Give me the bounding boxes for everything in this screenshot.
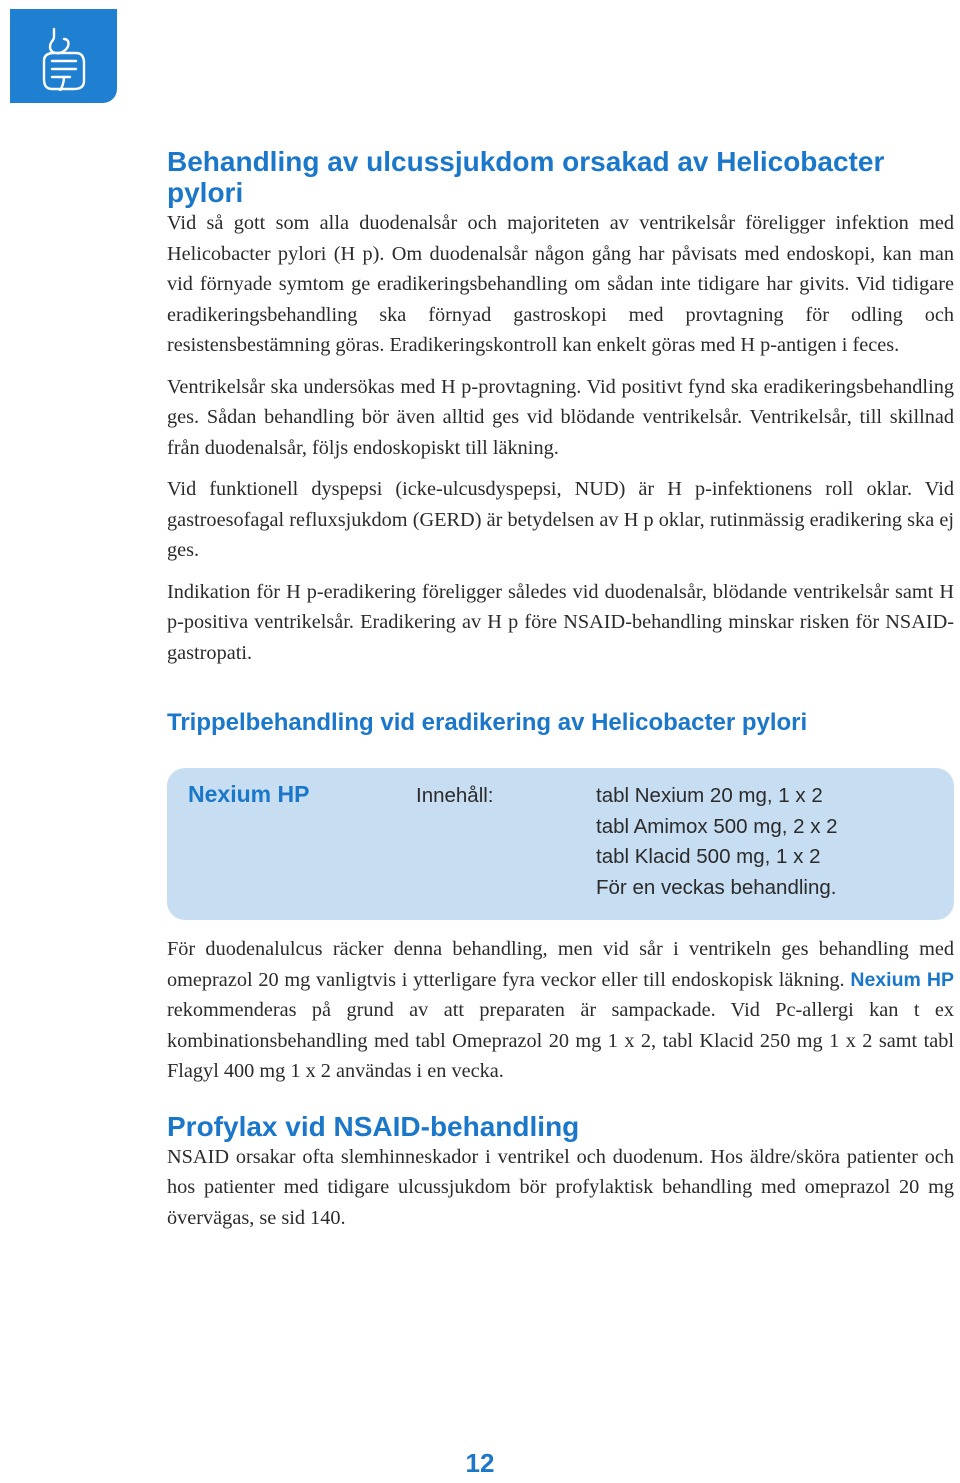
paragraph: [167, 934, 954, 1087]
section-title-ulcer: Behandling av ulcussjukdom orsakad av Helicobacter pylori: [167, 146, 885, 208]
paragraph: Indikation för H p-eradikering föreligger således vid duodenalsår, blödande ventrikelsår samt H p-positiva ventrikelsår. Eradikering av H p före NSAID-behandling minskar risken för NSAID-gastropati.: [167, 580, 954, 664]
product-highlight: Nexium HP: [850, 968, 954, 991]
list-item: tabl Amimox 500 mg, 2 x 2: [596, 814, 838, 838]
paragraph: NSAID orsakar ofta slemhinneskador i ventrikel och duodenum. Hos äldre/sköra patienter och hos patienter med tidigare ulcussjukdom bör profylaktisk behandling med omeprazol 20 mg övervägas, se sid 140.: [167, 1145, 954, 1229]
text-run: rekommenderas på grund av att preparaten är sampackade. Vid Pc-allergi kan t ex kombinationsbehandling med tabl Omeprazol 20 mg 1 x 2, tabl Klacid 250 mg 1 x 2 samt tabl Flagyl 400 mg 1 x 2 användas i en vecka.: [167, 999, 954, 1082]
text-run: För duodenalulcus räcker denna behandling, men vid sår i ventrikeln ges behandling med omeprazol 20 mg vanligtvis i ytterligare fyra veckor eller till endoskopisk läkning.: [167, 938, 954, 991]
list-item: För en veckas behandling.: [596, 875, 837, 899]
section-title-nsaid: Profylax vid NSAID-behandling: [167, 1110, 580, 1142]
page-content: [167, 146, 954, 1233]
paragraph: Vid så gott som alla duodenalsår och majoriteten av ventrikelsår föreligger infektion med Helicobacter pylori (H p). Om duodenalsår någon gång har påvisats med endoskopi, kan man vid förnyade symtom ge eradikeringsbehandling om sådan inte tidigare har givits. Vid tidigare eradikeringsbehandling ska förnyad gastroskopi med provtagning för odling och resistensbestämning göras. Eradikeringskontroll kan enkelt göras med H p-antigen i feces.: [167, 212, 954, 356]
contents-label: Innehåll:: [416, 784, 494, 807]
list-item: tabl Klacid 500 mg, 1 x 2: [596, 845, 821, 868]
page-number: 12: [465, 1448, 495, 1478]
contents-list: [596, 781, 838, 903]
section-title-triple-therapy: Trippelbehandling vid eradikering av Helicobacter pylori: [167, 709, 808, 736]
paragraph: Ventrikelsår ska undersökas med H p-provtagning. Vid positivt fynd ska eradikeringsbehandling ges. Sådan behandling bör även alltid ges vid blödande ventrikelsår. Ventrikelsår, till skillnad från duodenalsår, följs endoskopiskt till läkning.: [167, 375, 954, 459]
product-info-box: [167, 768, 954, 920]
list-item: tabl Nexium 20 mg, 1 x 2: [596, 784, 823, 807]
chapter-badge: [10, 9, 117, 103]
product-name: Nexium HP: [188, 781, 310, 807]
digestive-system-icon: [40, 27, 88, 91]
paragraph: Vid funktionell dyspepsi (icke-ulcusdyspepsi, NUD) är H p-infektionens roll oklar. Vid gastroesofagal refluxsjukdom (GERD) är betydelsen av H p oklar, rutinmässig eradikering ska ej ges.: [167, 478, 954, 561]
